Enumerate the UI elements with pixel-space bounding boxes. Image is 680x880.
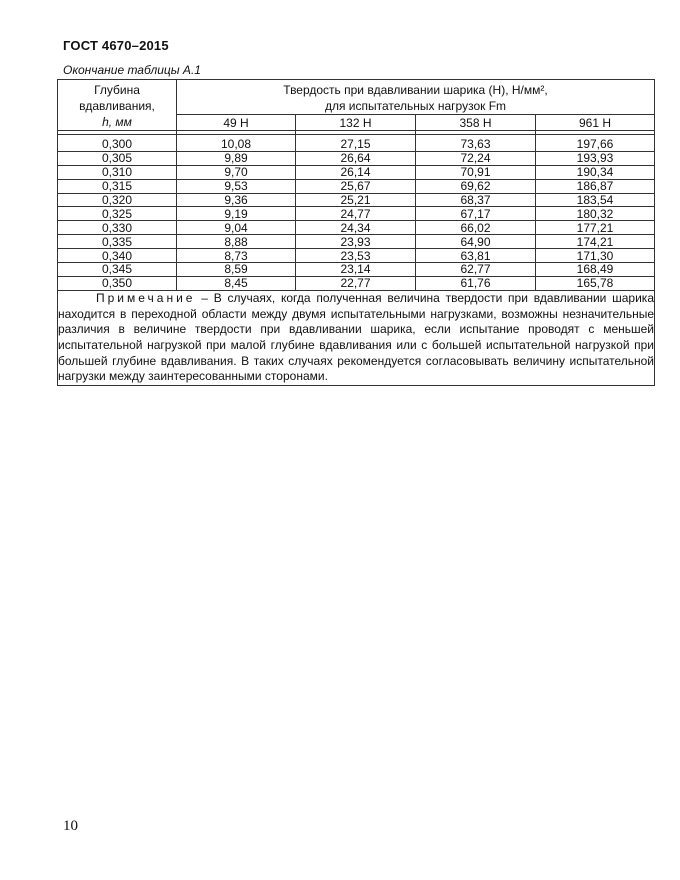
depth-header-line3: h, мм — [102, 115, 132, 129]
hardness-cell: 22,77 — [296, 276, 416, 290]
load-header-358: 358 Н — [416, 115, 536, 131]
hardness-cell: 70,91 — [416, 165, 536, 179]
hardness-cell: 8,59 — [177, 263, 296, 277]
hardness-cell: 9,04 — [177, 221, 296, 235]
hardness-span-header — [177, 80, 655, 115]
hardness-table — [57, 79, 655, 386]
hardness-cell: 183,54 — [536, 193, 655, 207]
note-row — [58, 290, 655, 385]
hardness-cell: 61,76 — [416, 276, 536, 290]
depth-cell: 0,305 — [58, 151, 177, 165]
table-row — [58, 263, 655, 277]
note-text: – В случаях, когда полученная величина твердости при вдавливании шарика находится в переходной области между двумя испытательными нагрузками, возможны незначительные различия в величине твердости при вдавливании шарика, если испытание проводят с меньшей испытательной нагрузкой при малой глубине вдавливания или с большей испытательной нагрузкой при большей глубине вдавливания. В таких случаях рекомендуется согласовывать величину испытательной нагрузки между заинтересованными сторонами. — [58, 290, 654, 384]
note-label: Примечание — [96, 290, 196, 305]
hardness-cell: 23,93 — [296, 235, 416, 249]
table-row — [58, 165, 655, 179]
depth-cell: 0,300 — [58, 135, 177, 152]
hardness-cell: 9,70 — [177, 165, 296, 179]
table-row — [58, 221, 655, 235]
hardness-cell: 63,81 — [416, 249, 536, 263]
page-number: 10 — [63, 818, 78, 834]
hardness-cell: 64,90 — [416, 235, 536, 249]
hardness-cell: 9,89 — [177, 151, 296, 165]
hardness-cell: 8,73 — [177, 249, 296, 263]
hardness-cell: 10,08 — [177, 135, 296, 152]
depth-cell: 0,350 — [58, 276, 177, 290]
hardness-cell: 177,21 — [536, 221, 655, 235]
depth-cell: 0,315 — [58, 179, 177, 193]
hardness-cell: 9,19 — [177, 207, 296, 221]
load-header-961: 961 Н — [536, 115, 655, 131]
hardness-cell: 24,34 — [296, 221, 416, 235]
hardness-cell: 25,67 — [296, 179, 416, 193]
depth-cell: 0,345 — [58, 263, 177, 277]
table-note — [58, 290, 655, 385]
hardness-cell: 8,45 — [177, 276, 296, 290]
depth-cell: 0,325 — [58, 207, 177, 221]
hardness-cell: 9,53 — [177, 179, 296, 193]
hardness-header-line2: для испытательных нагрузок Fm — [324, 99, 507, 113]
hardness-cell: 66,02 — [416, 221, 536, 235]
hardness-cell: 72,24 — [416, 151, 536, 165]
table-row — [58, 276, 655, 290]
table-row — [58, 193, 655, 207]
hardness-cell: 26,14 — [296, 165, 416, 179]
hardness-cell: 193,93 — [536, 151, 655, 165]
hardness-cell: 168,49 — [536, 263, 655, 277]
depth-cell: 0,310 — [58, 165, 177, 179]
depth-column-header — [58, 80, 177, 131]
hardness-cell: 73,63 — [416, 135, 536, 152]
hardness-cell: 27,15 — [296, 135, 416, 152]
hardness-cell: 9,36 — [177, 193, 296, 207]
hardness-cell: 62,77 — [416, 263, 536, 277]
hardness-cell: 190,34 — [536, 165, 655, 179]
depth-header-line1: Глубина — [94, 83, 140, 97]
table-row — [58, 179, 655, 193]
table-row — [58, 151, 655, 165]
hardness-cell: 186,87 — [536, 179, 655, 193]
hardness-cell: 26,64 — [296, 151, 416, 165]
table-row — [58, 235, 655, 249]
hardness-cell: 23,14 — [296, 263, 416, 277]
table-row — [58, 207, 655, 221]
table-row — [58, 135, 655, 152]
hardness-cell: 165,78 — [536, 276, 655, 290]
hardness-cell: 171,30 — [536, 249, 655, 263]
hardness-cell: 69,62 — [416, 179, 536, 193]
hardness-header-line1: Твердость при вдавливании шарика (Н), Н/мм², — [283, 83, 548, 97]
load-header-132: 132 Н — [296, 115, 416, 131]
table-row — [58, 249, 655, 263]
table-caption: Окончание таблицы А.1 — [63, 63, 201, 77]
hardness-cell: 25,21 — [296, 193, 416, 207]
hardness-cell: 180,32 — [536, 207, 655, 221]
depth-cell: 0,340 — [58, 249, 177, 263]
hardness-cell: 23,53 — [296, 249, 416, 263]
hardness-cell: 67,17 — [416, 207, 536, 221]
hardness-cell: 174,21 — [536, 235, 655, 249]
load-header-49: 49 Н — [177, 115, 296, 131]
depth-cell: 0,320 — [58, 193, 177, 207]
depth-header-line2: вдавливания, — [79, 99, 155, 113]
hardness-cell: 24,77 — [296, 207, 416, 221]
hardness-cell: 197,66 — [536, 135, 655, 152]
hardness-cell: 68,37 — [416, 193, 536, 207]
document-header: ГОСТ 4670–2015 — [63, 38, 169, 53]
hardness-cell: 8,88 — [177, 235, 296, 249]
depth-cell: 0,330 — [58, 221, 177, 235]
depth-cell: 0,335 — [58, 235, 177, 249]
